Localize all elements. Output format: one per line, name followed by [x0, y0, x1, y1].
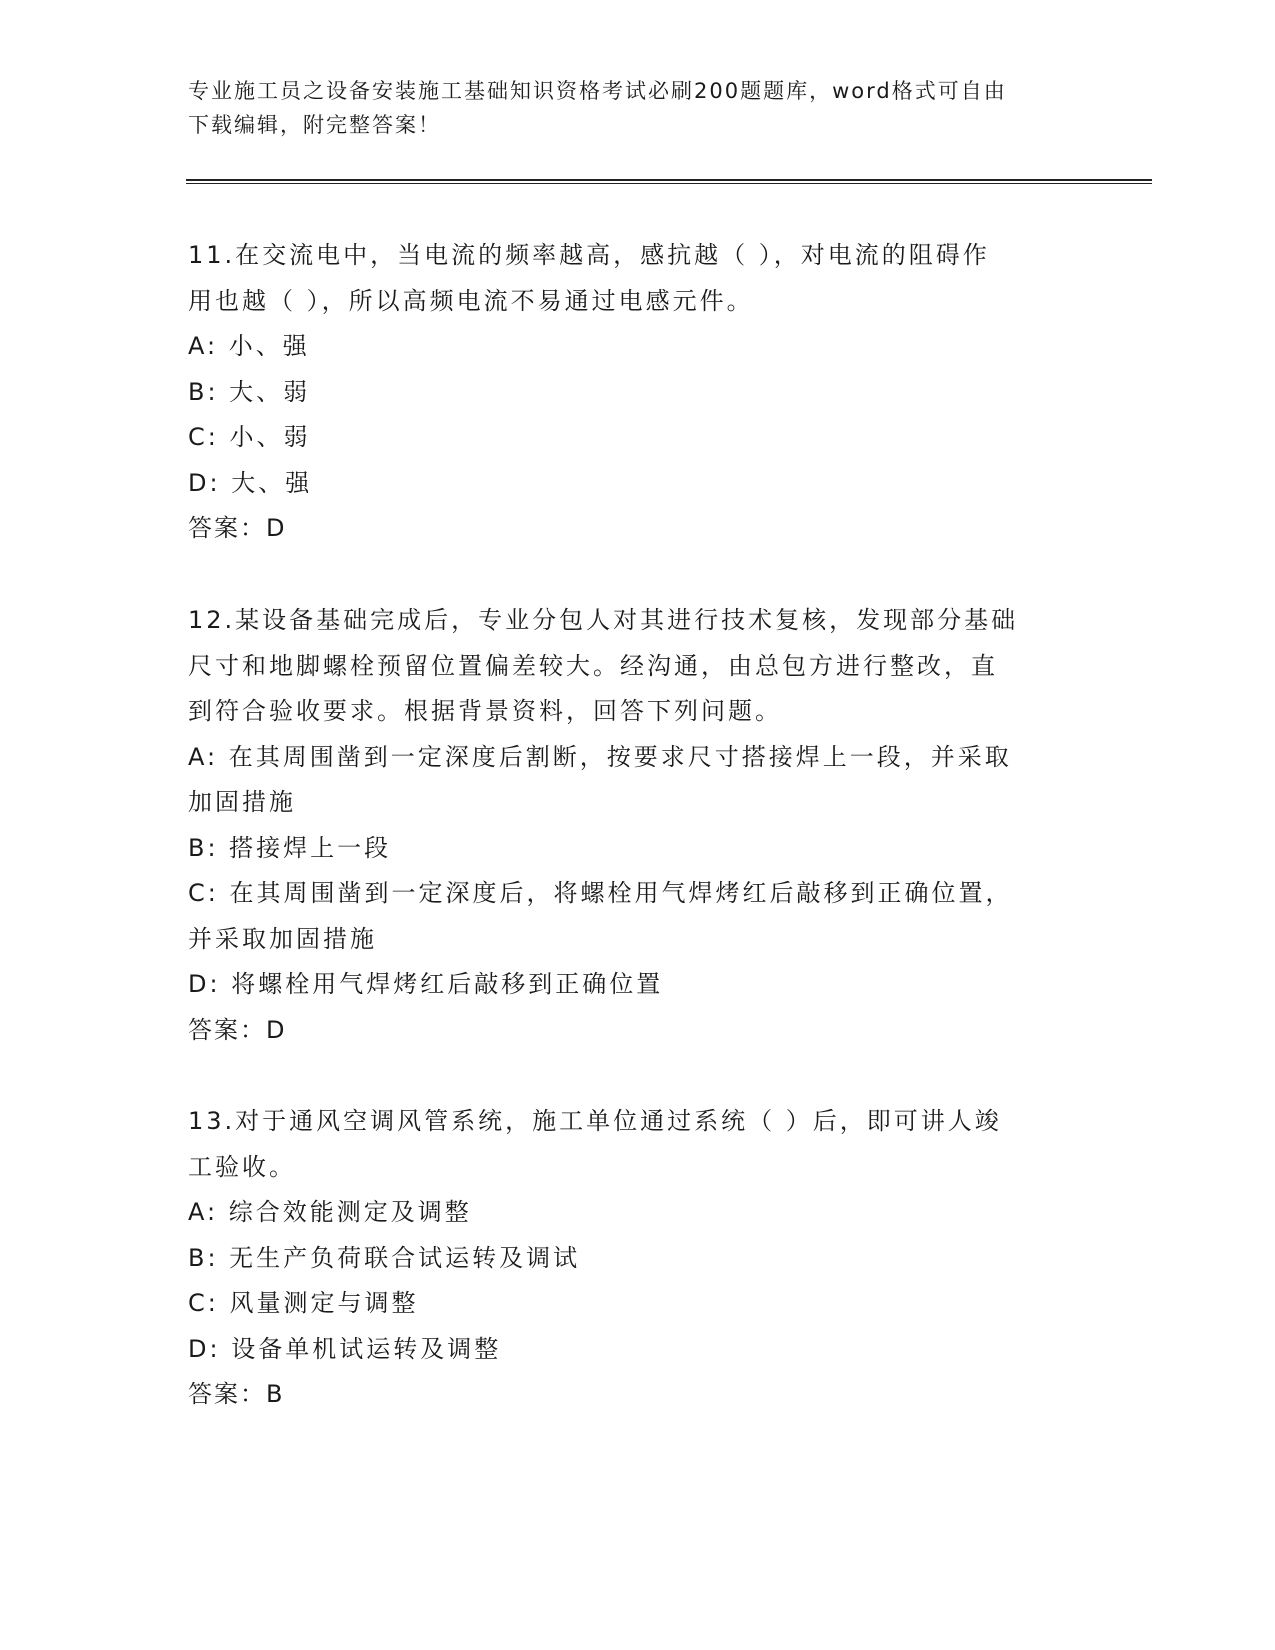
question-stem-line: 用也越（ ），所以高频电流不易通过电感元件。 — [188, 286, 754, 315]
header-line-2: 下载编辑，附完整答案！ — [188, 113, 441, 137]
question-12 — [188, 598, 1088, 1053]
header-line-1: 专业施工员之设备安装施工基础知识资格考试必刷200题题库，word格式可自由 — [188, 79, 1007, 103]
option-b: B: 大、弱 — [188, 377, 311, 406]
option-a: A: 在其周围凿到一定深度后割断，按要求尺寸搭接焊上一段，并采取 — [188, 742, 1012, 771]
option-b: B: 无生产负荷联合试运转及调试 — [188, 1243, 581, 1272]
option-c-continued: 并采取加固措施 — [188, 924, 377, 953]
question-stem-line: 尺寸和地脚螺栓预留位置偏差较大。经沟通，由总包方进行整改，直 — [188, 651, 998, 680]
header-divider — [186, 179, 1152, 184]
question-stem-line: 到符合验收要求。根据背景资料，回答下列问题。 — [188, 697, 782, 725]
document-header — [188, 74, 1088, 142]
option-b: B: 搭接焊上一段 — [188, 833, 392, 862]
option-a: A: 综合效能测定及调整 — [188, 1198, 472, 1226]
option-d: D: 将螺栓用气焊烤红后敲移到正确位置 — [188, 970, 664, 998]
option-c: C: 小、弱 — [188, 423, 311, 451]
option-c: C: 风量测定与调整 — [188, 1289, 419, 1317]
question-stem-line: 12.某设备基础完成后，专业分包人对其进行技术复核，发现部分基础 — [188, 606, 1019, 634]
option-a-continued: 加固措施 — [188, 788, 296, 816]
question-13 — [188, 1099, 1088, 1418]
option-d: D: 设备单机试运转及调整 — [188, 1334, 502, 1363]
question-11 — [188, 233, 1088, 552]
option-d: D: 大、强 — [188, 468, 313, 497]
answer-line: 答案：D — [188, 514, 287, 542]
answer-line: 答案：B — [188, 1380, 285, 1408]
option-c: C: 在其周围凿到一定深度后，将螺栓用气焊烤红后敲移到正确位置， — [188, 879, 1013, 907]
question-stem-line: 工验收。 — [188, 1152, 296, 1181]
question-stem-line: 11.在交流电中，当电流的频率越高，感抗越（ ），对电流的阻碍作 — [188, 241, 990, 269]
option-a: A: 小、强 — [188, 332, 310, 360]
question-stem-line: 13.对于通风空调风管系统，施工单位通过系统（ ）后，即可讲人竣 — [188, 1107, 1002, 1135]
answer-line: 答案：D — [188, 1015, 287, 1044]
